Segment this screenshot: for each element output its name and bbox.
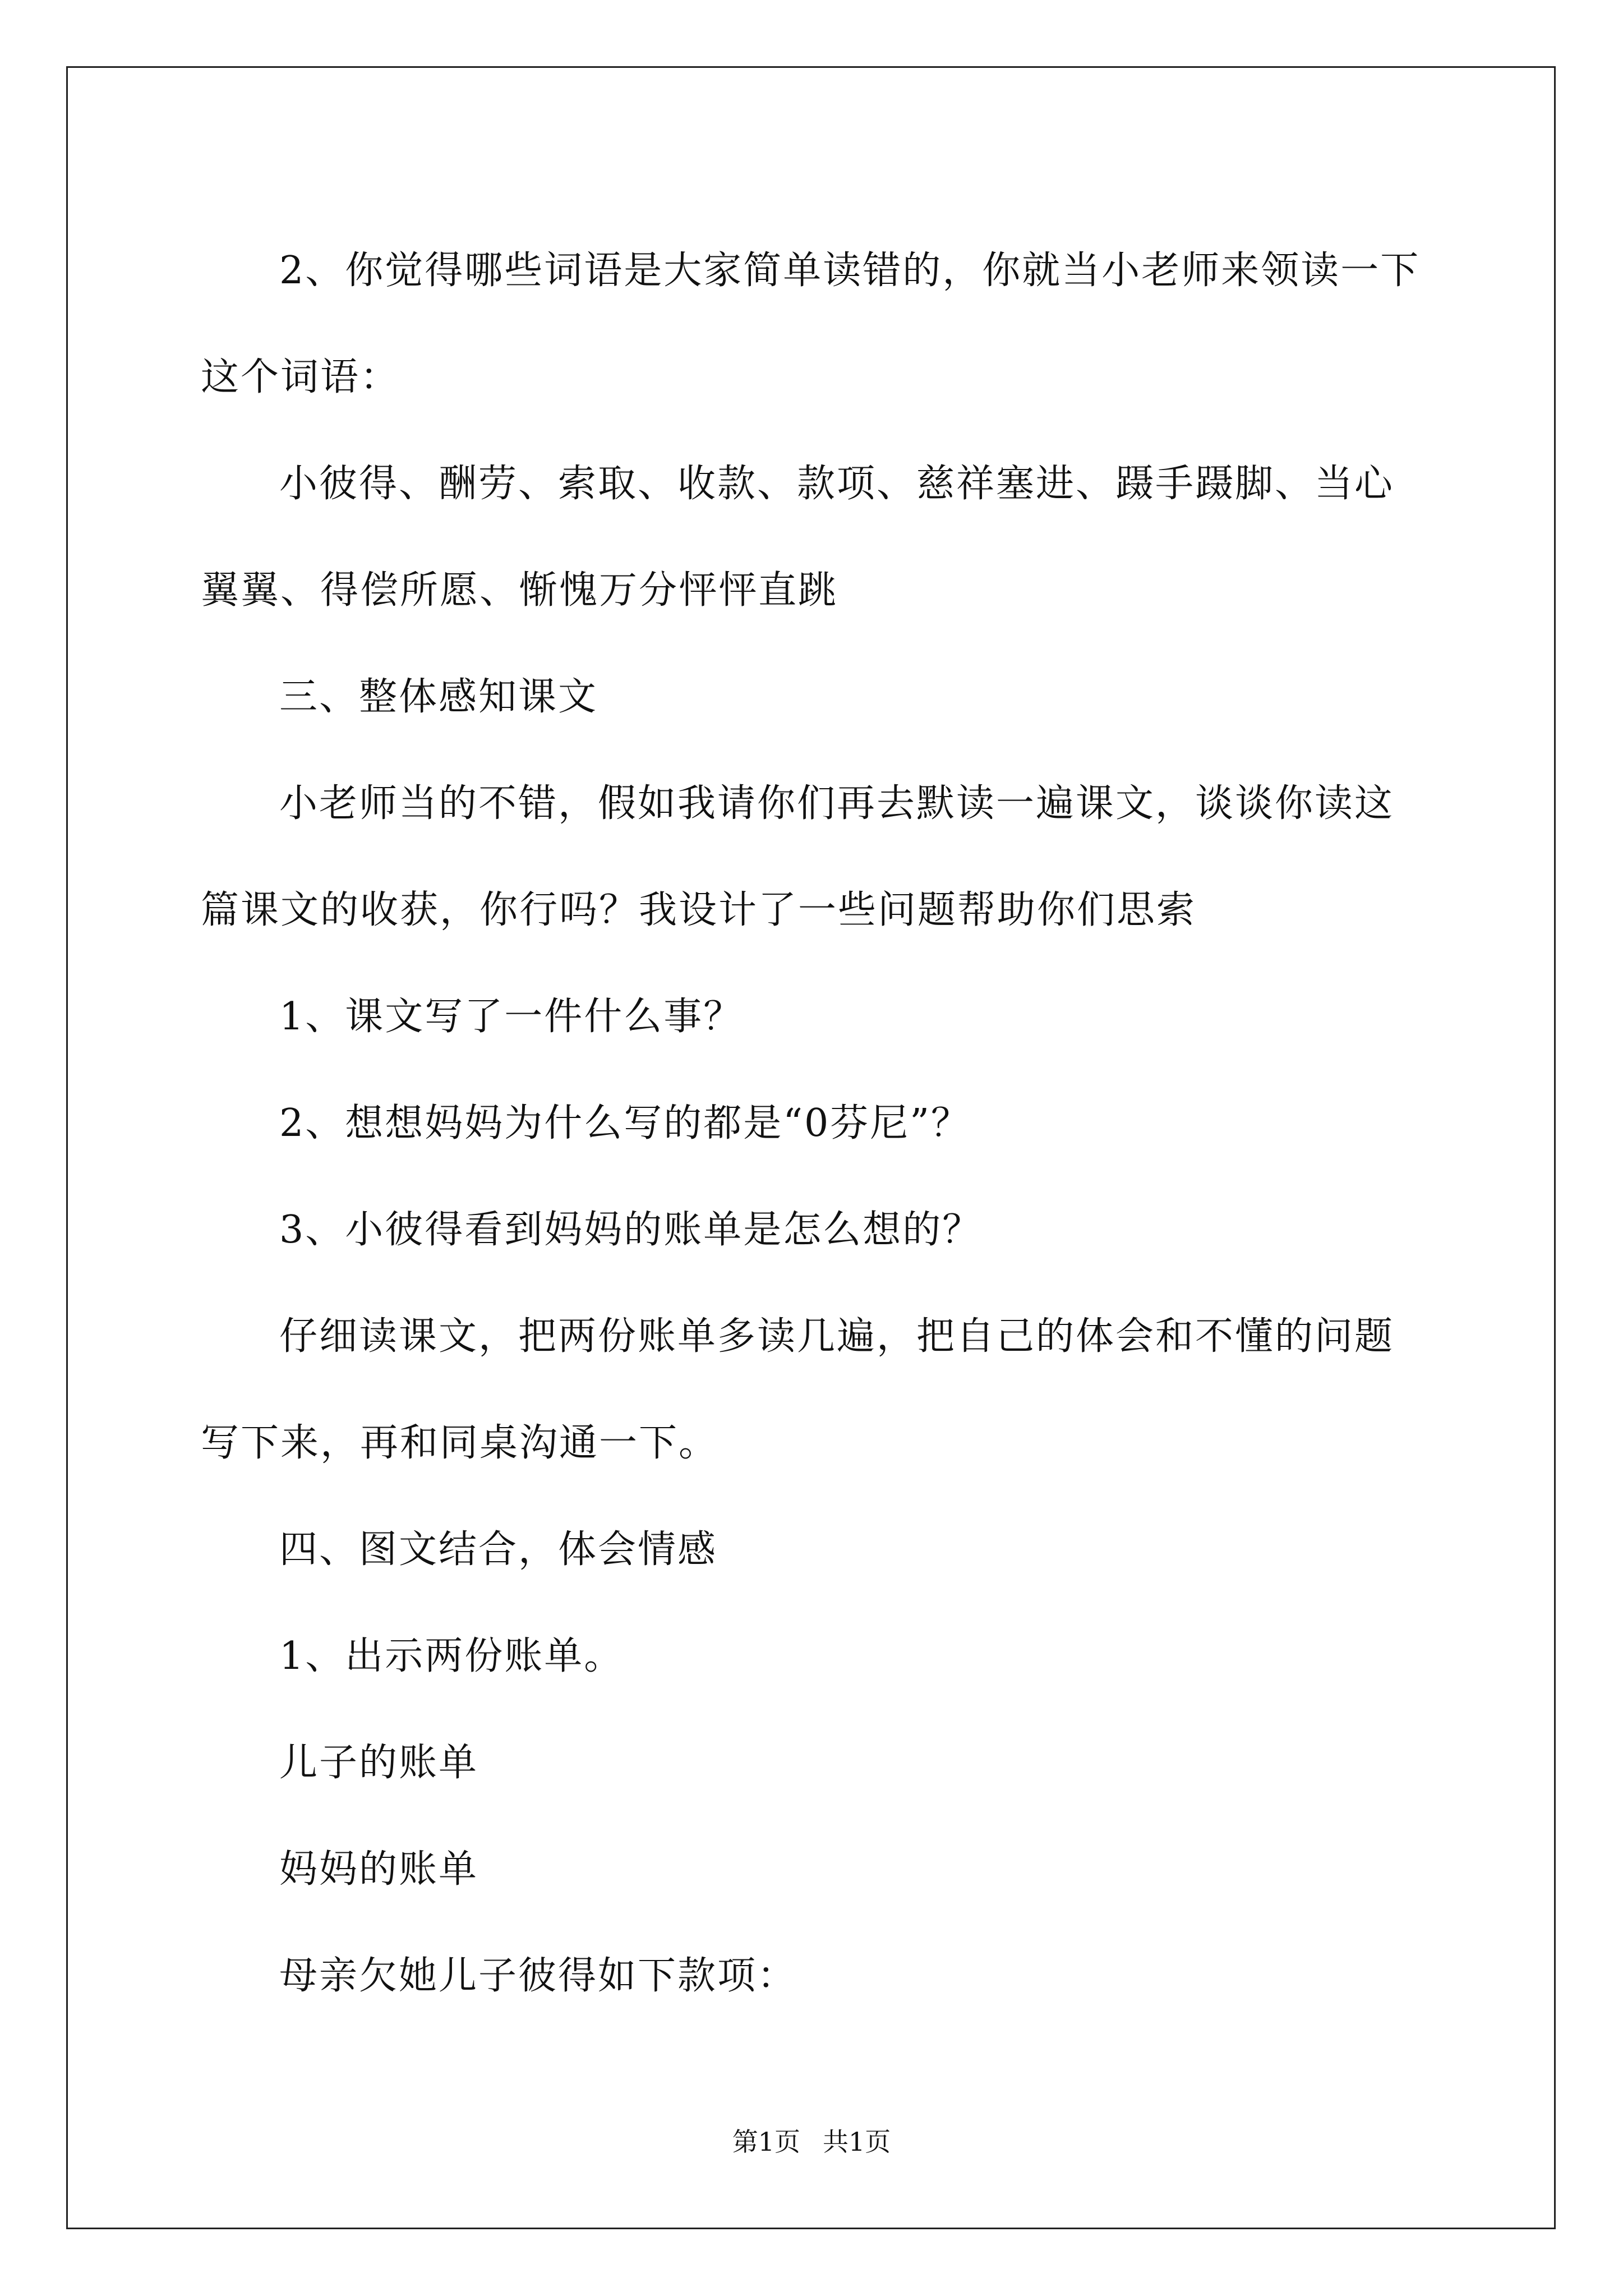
page-total: 共1页 bbox=[823, 2127, 891, 2157]
document-body bbox=[201, 218, 1430, 2030]
paragraph-13: 母亲欠她儿子彼得如下款项： bbox=[279, 1954, 797, 1998]
paragraph-1: 2、你觉得哪些词语是大家简单读错的，你就当小老师来领读一下这个词语： bbox=[201, 249, 1421, 399]
page-footer bbox=[0, 2125, 1623, 2159]
paragraph-10: 1、出示两份账单。 bbox=[279, 1634, 624, 1678]
section-heading-3: 三、整体感知课文 bbox=[279, 675, 598, 719]
paragraph-2: 小彼得、酬劳、索取、收款、款项、慈祥塞进、蹑手蹑脚、当心翼翼、得偿所愿、惭愧万分怦怦直跳 bbox=[201, 462, 1395, 613]
paragraph-8: 仔细读课文，把两份账单多读几遍，把自己的体会和不懂的问题写下来，再和同桌沟通一下。 bbox=[201, 1314, 1395, 1465]
question-3: 3、小彼得看到妈妈的账单是怎么想的？ bbox=[279, 1208, 983, 1252]
bill-mother-title: 妈妈的账单 bbox=[279, 1847, 479, 1892]
question-1: 1、课文写了一件什么事？ bbox=[279, 995, 744, 1039]
paragraph-4: 小老师当的不错，假如我请你们再去默读一遍课文，谈谈你读这篇课文的收获，你行吗？我设计了一些问题帮助你们思索 bbox=[201, 781, 1395, 932]
section-heading-4: 四、图文结合，体会情感 bbox=[279, 1527, 718, 1572]
page-number: 第1页 bbox=[732, 2127, 800, 2157]
bill-son-title: 儿子的账单 bbox=[279, 1741, 479, 1785]
question-2: 2、想想妈妈为什么写的都是“0芬尼”？ bbox=[279, 1101, 971, 1145]
